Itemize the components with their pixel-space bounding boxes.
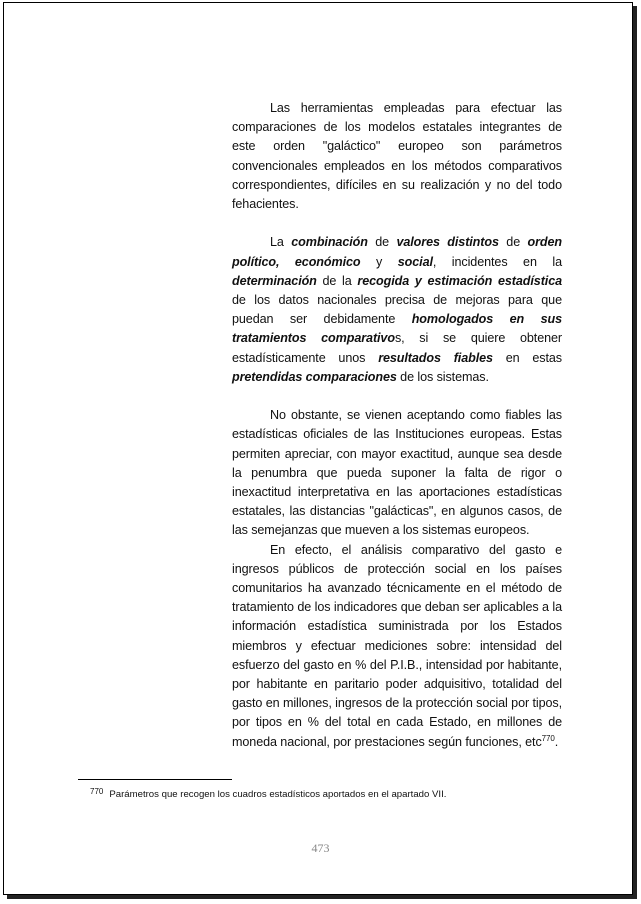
p4-end: . xyxy=(554,734,559,749)
p2-text-3: de xyxy=(498,235,528,250)
paragraph-4 xyxy=(232,541,562,752)
p2-text-4: y xyxy=(360,254,398,269)
p2-text-2: de xyxy=(367,235,397,250)
p2-text-9: en estas xyxy=(492,350,562,365)
body-text xyxy=(232,99,562,752)
page-number: 473 xyxy=(311,841,330,855)
p2-text-1: La xyxy=(270,235,292,250)
p2-text-6: de la xyxy=(316,273,358,288)
p2-emphasis-6: recogida y estimación estadística xyxy=(357,273,562,288)
footnote xyxy=(90,786,590,801)
footnote-separator xyxy=(78,779,232,780)
p2-emphasis-3: orden político, económico xyxy=(232,235,563,269)
p2-emphasis-2: valores distintos xyxy=(396,235,499,250)
paragraph-3: No obstante, se vienen aceptando como fiables las estadísticas oficiales de las Instituciones europeas. Estas permiten apreciar, con mayor exactitud, aunque sea desde la penumbra que pueda suponer la falta de rigor o inexactitud interpretativa en las aportaciones estadísticas estatales, las distancias "galácticas", en algunos casos, de las semejanzas que mueven a los sistemas europeos. xyxy=(232,408,562,538)
p4-text: En efecto, el análisis comparativo del gasto e ingresos públicos de protección social en los países comunitarios ha avanzado técnicamente en el método de tratamiento de los indicadores que deban ser aplicables a la información estadística suministrada por los Estados miembros y efectuar mediciones sobre: intensidad del esfuerzo del gasto en % del P.I.B., intensidad por habitante, por habitante en paritario poder adquisitivo, totalidad del gasto en millones, ingresos de la protección social por tipos, por tipos en % del total en cada Estado, en millones de moneda nacional, por prestaciones según funciones, etc xyxy=(232,542,562,749)
p2-text-8: s, si se quiere obtener estadísticamente unos xyxy=(232,331,562,365)
p2-emphasis-7: homologados en sus tratamientos comparativo xyxy=(232,312,562,346)
paragraph-2 xyxy=(232,233,562,387)
p2-emphasis-8: resultados fiables xyxy=(378,350,493,365)
p2-emphasis-5: determinación xyxy=(232,273,317,288)
p2-text-7: de los datos nacionales precisa de mejoras para que puedan ser debidamente xyxy=(232,293,562,327)
p2-emphasis-4: social xyxy=(397,254,433,269)
footnote-reference[interactable]: 770 xyxy=(541,733,555,743)
paragraph-1: Las herramientas empleadas para efectuar las comparaciones de los modelos estatales integrantes de este orden "galáctico" europeo son parámetros convencionales empleados en los métodos comparativos correspondientes, difíciles en su realización y no del todo fehacientes. xyxy=(232,101,562,212)
footnote-number: 770 xyxy=(90,787,104,796)
footnote-text: Parámetros que recogen los cuadros estadísticos aportados en el apartado VII. xyxy=(109,789,447,800)
p2-emphasis-9: pretendidas comparaciones xyxy=(232,369,397,384)
p2-text-5: , incidentes en la xyxy=(432,254,562,269)
p2-text-10: de los sistemas. xyxy=(396,369,489,384)
p2-emphasis-1: combinación xyxy=(291,235,368,250)
